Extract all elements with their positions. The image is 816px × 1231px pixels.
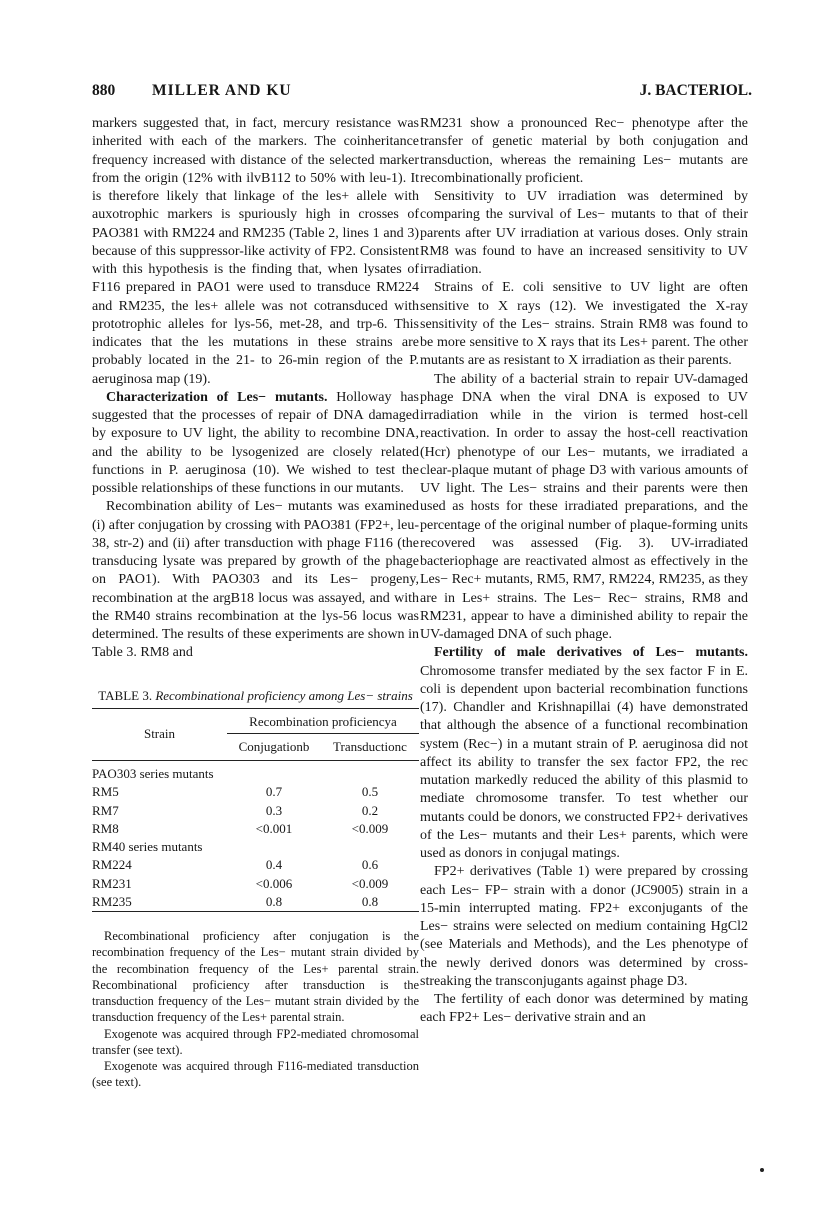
paragraph: Strains of E. coli sensitive to UV light are often sensitive to X rays (12). We investigated the X-ray sensitivity of the Les− strains. Strain RM8 was found to be more sensitive to X rays that its Les+ parent. The other mutants are as resistant to X irradiation as their parents. [420,280,748,369]
table-group-row [92,761,419,783]
table-row [92,893,419,912]
running-authors: MILLER AND KU [152,82,292,99]
group-label: RM40 series mutants [92,839,203,854]
transduction-cell: 0.5 [361,784,379,800]
strain-cell: RM5 [92,784,119,800]
table-row [92,875,419,893]
recombination-table [92,708,419,913]
col-header-group: Recombination proficiencya [227,709,419,734]
col-header-transduction: Transductionc [333,738,407,754]
strain-cell: RM231 [92,875,132,891]
section-paragraph [92,389,419,499]
conjugation-cell: 0.7 [265,784,283,800]
paragraph: Recombination ability of Les− mutants was examined (i) after conjugation by crossing with PAO381 (FP2+, leu-38, str-2) and (ii) after transduction with phage F116 (the transducing lysate was prepared by growth of the phage on PAO1). With PAO303 and its Les− progeny, recombination at the argB18 locus was assayed, and with the RM40 strains recombination at the lys-56 locus was determined. The results of these experiments are shown in Table 3. RM8 and [92,499,419,661]
transduction-cell: <0.009 [351,875,389,891]
transduction-cell: 0.8 [361,893,379,909]
page-mark [760,1168,764,1172]
running-header [92,82,752,102]
journal-name: J. BACTERIOL. [639,82,752,99]
col-header-strain: Strain [143,726,176,742]
paragraph: RM231 show a pronounced Rec− phenotype after the transfer of genetic material by both conjugation and transduction, whereas the remaining Les− mutants are recombinationally proficient. [420,116,748,186]
paragraph: FP2+ derivatives (Table 1) were prepared by crossing each Les− FP− strain with a donor (JC9005) strain in a 15-min interrupted mating. FP2+ exconjugants of the Les− strains were selected on medium containing HgCl2 (see Materials and Methods), and the Les phenotype of the newly derived donors was determined by cross-streaking the transconjugants against phage D3. [420,864,748,989]
paragraph-text: Holloway has suggested that the processes of repair of DNA damaged by exposure to UV light, the ability to recombine DNA, and the ability to be lysogenized are closely related functions in P. aeruginosa (10). We wished to test the possible relationships of these functions in our mutants. [92,389,419,496]
paragraph: Sensitivity to UV irradiation was determined by comparing the survival of Les− mutants to that of their parents after UV irradiation at various doses. Only strain RM8 was found to have an increased sensitivity to UV irradiation. [420,189,748,277]
strain-cell: RM224 [92,857,132,873]
group-label: PAO303 series mutants [92,766,214,781]
table-row [92,802,419,820]
paragraph: The fertility of each donor was determined by mating each FP2+ Les− derivative strain and an [420,992,748,1026]
table-title: Recombinational proficiency among Les− strains [155,687,413,703]
strain-cell: RM235 [92,893,132,909]
transduction-cell: <0.009 [351,820,389,836]
table-row [92,783,419,801]
table-group-row [92,838,419,856]
conjugation-cell: 0.8 [265,893,283,909]
section-paragraph [420,644,748,863]
strain-cell: RM7 [92,802,119,818]
left-column [92,115,419,1091]
conjugation-cell: <0.006 [255,875,293,891]
table-row [92,856,419,874]
paragraph-text: Chromosome transfer mediated by the sex factor F in E. coli is dependent upon bacterial recombination functions (17). Chandler and Krishnapillai (4) have demonstrated that although the absence of a functional recombination system (Rec−) in a mutant strain of P. aeruginosa did not affect its ability to transfer the sex factor FP2, the rec mutation markedly reduced the ability of this plasmid to mediate chromosome transfer. To test whether our mutants could be donors, we constructed FP2+ derivatives of the Les− mutants and their Les+ parents, which were used as donors in conjugal matings. [420,663,748,861]
footnote-b: Exogenote was acquired through FP2-mediated chromosomal transfer (see text). [92,1026,419,1057]
conjugation-cell: 0.3 [265,802,283,818]
paragraph: markers suggested that, in fact, mercury resistance was inherited with each of the markers. The coinheritance frequency increased with distance of the selected marker from the origin (12% with ilvB112 to 50% with leu-1). It is therefore likely that linkage of the les+ allele with auxotrophic markers is spuriously high in crosses of PAO381 with RM224 and RM235 (Table 2, lines 1 and 3) because of this suppressor-like activity of FP2. Consistent with this hypothesis is the finding that, when lysates of F116 prepared in PAO1 were used to transduce RM224 and RM235, the les+ allele was not cotransduced with prototrophic alleles for lys-56, met-28, and trp-6. This indicates that the les mutations in these strains are probably located in the 21- to 26-min region of the P. aeruginosa map (19). [92,116,419,387]
conjugation-cell: 0.4 [265,857,283,873]
table-footnotes [92,928,419,1091]
section-heading: Characterization of Les− mutants. [106,389,328,405]
table-caption [92,687,419,704]
section-heading: Fertility of male derivatives of Les− mutants. [434,645,748,661]
transduction-cell: 0.2 [361,802,379,818]
footnote-c: Exogenote was acquired through F116-mediated transduction (see text). [92,1059,419,1090]
page-number: 880 [92,82,116,99]
right-column [420,115,748,1028]
transduction-cell: 0.6 [361,857,379,873]
footnote-a: Recombinational proficiency after conjugation is the recombination frequency of the Les− mutant strain divided by the recombination frequency of the Les+ parental strain. Recombinational proficiency after transduction is the transduction frequency of the Les− mutant strain divided by the transduction frequency of the Les+ parental strain. [92,929,419,1025]
conjugation-cell: <0.001 [255,820,293,836]
strain-cell: RM8 [92,820,119,836]
table-row [92,820,419,838]
col-header-conjugation: Conjugationb [238,738,310,754]
paragraph: The ability of a bacterial strain to repair UV-damaged phage DNA when the viral DNA is exposed to UV irradiation while in the virion is termed host-cell reactivation. In order to assay the host-cell reactivation (Hcr) phenotype of our Les− mutants, we irradiated a clear-plaque mutant of phage D3 with various amounts of UV light. The Les− strains and their parents were then used as hosts for these irradiated preparations, and the percentage of the original number of plaque-forming units recovered was assessed (Fig. 3). UV-irradiated bacteriophage are reactivated almost as effectively in the Les− Rec+ mutants, RM5, RM7, RM224, RM235, as they are in Les+ strains. The Les− Rec− strains, RM8 and RM231, appear to have a diminished ability to repair the UV-damaged DNA of such phage. [420,371,748,642]
table-label: TABLE 3. [98,687,153,703]
table-body [92,761,419,912]
